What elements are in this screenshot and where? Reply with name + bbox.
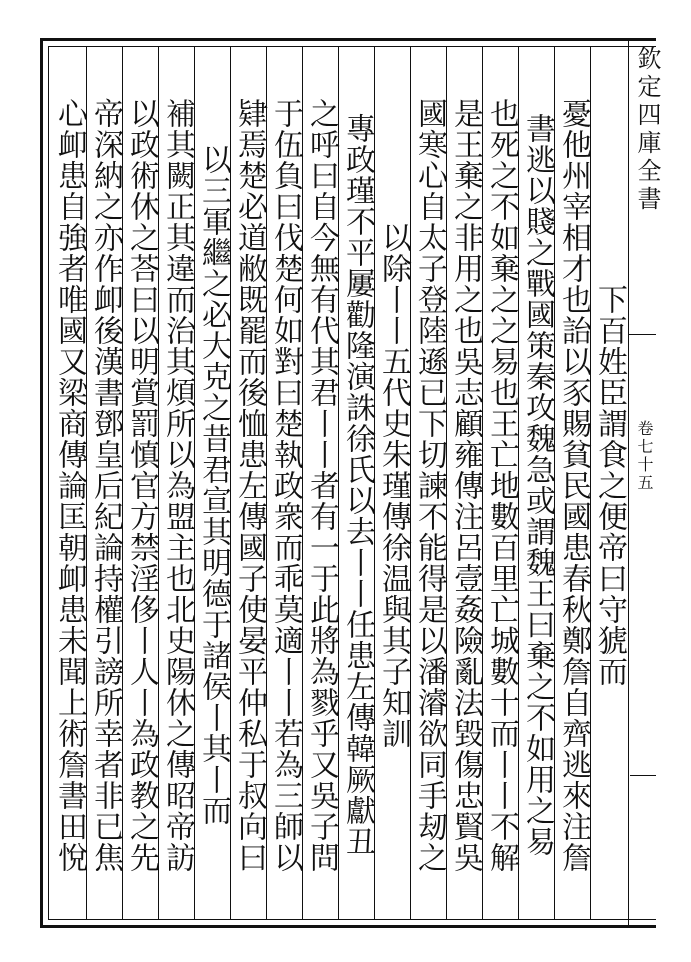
column-divider xyxy=(482,46,483,920)
column-divider xyxy=(194,46,195,920)
book-title xyxy=(630,46,661,346)
column-divider xyxy=(518,46,519,920)
volume-label-text: 卷七十五 xyxy=(635,420,654,492)
text-column xyxy=(483,56,517,914)
column-text: 專政瑾不平屢勸隆演誅徐氏以去丨丨任患左傳韓厥獻丑 xyxy=(340,113,375,857)
column-divider xyxy=(554,46,555,920)
column-text: 以除丨丨五代史朱瑾傳徐温與其子知訓 xyxy=(376,221,411,749)
column-text: 下百姓臣謂食之便帝曰守猇而 xyxy=(592,283,627,687)
column-divider xyxy=(338,46,339,920)
text-column xyxy=(123,56,157,914)
column-text: 是王棄之非用之也吳志顧雍傳注呂壹姦險亂法毀傷忠賢吳 xyxy=(448,97,483,873)
column-text: 也死之不如棄之之易也王亡地數百里亡城數十而丨丨不解 xyxy=(484,97,519,873)
column-text: 憂他州宰相才也詒以豕賜貧民國患春秋鄭詹自齊逃來注詹 xyxy=(556,97,591,873)
column-divider xyxy=(230,46,231,920)
text-column xyxy=(447,56,481,914)
column-divider xyxy=(266,46,267,920)
text-column xyxy=(555,56,589,914)
column-text: 以三軍繼之必大克之昔君宣其明德于諸侯丨其丨而 xyxy=(196,144,231,826)
book-title-text: 欽定四庫全書 xyxy=(633,46,661,214)
column-divider xyxy=(590,46,591,920)
text-column xyxy=(339,56,373,914)
text-column xyxy=(519,56,553,914)
margin-rule xyxy=(630,775,656,776)
column-text: 之呼曰自今無有代其君丨丨者有一于此將為戮乎又吳子問 xyxy=(304,97,339,873)
column-divider xyxy=(410,46,411,920)
column-divider xyxy=(122,46,123,920)
column-text: 心卹患自強者唯國又梁商傳論匡朝卹患未聞上術詹書田悅 xyxy=(52,97,87,873)
column-text: 以政術休之荅曰以明賞罰慎官方禁淫侈丨人丨為政教之先 xyxy=(124,97,159,873)
text-column-last xyxy=(51,56,85,914)
column-divider xyxy=(374,46,375,920)
column-text: 帝深納之亦作卹後漢書鄧皇后紀論持權引謗所幸者非已焦 xyxy=(88,97,123,873)
text-column xyxy=(303,56,337,914)
text-column xyxy=(231,56,265,914)
column-text: 于伍負曰伐楚何如對曰楚執政衆而乖莫適丨丨若為三師以 xyxy=(268,97,303,873)
volume-label xyxy=(633,420,655,530)
column-text: 書逃以賤之戰國策秦攻魏急或謂魏王曰棄之不如用之易 xyxy=(520,113,555,857)
text-column xyxy=(87,56,121,914)
text-column xyxy=(267,56,301,914)
column-divider xyxy=(158,46,159,920)
column-text: 肄焉楚必道敝既罷而後恤患左傳國子使晏平仲私于叔向曰 xyxy=(232,97,267,873)
text-column xyxy=(411,56,445,914)
text-column xyxy=(159,56,193,914)
text-column xyxy=(195,56,229,914)
column-divider xyxy=(302,46,303,920)
column-divider xyxy=(446,46,447,920)
column-text: 國寒心自太子登陸遜已下切諫不能得是以潘濬欲同手刼之 xyxy=(412,97,447,873)
text-column xyxy=(591,56,625,914)
text-column xyxy=(375,56,409,914)
column-text: 補其闕正其違而治其煩所以為盟主也北史陽休之傳昭帝訪 xyxy=(160,97,195,873)
